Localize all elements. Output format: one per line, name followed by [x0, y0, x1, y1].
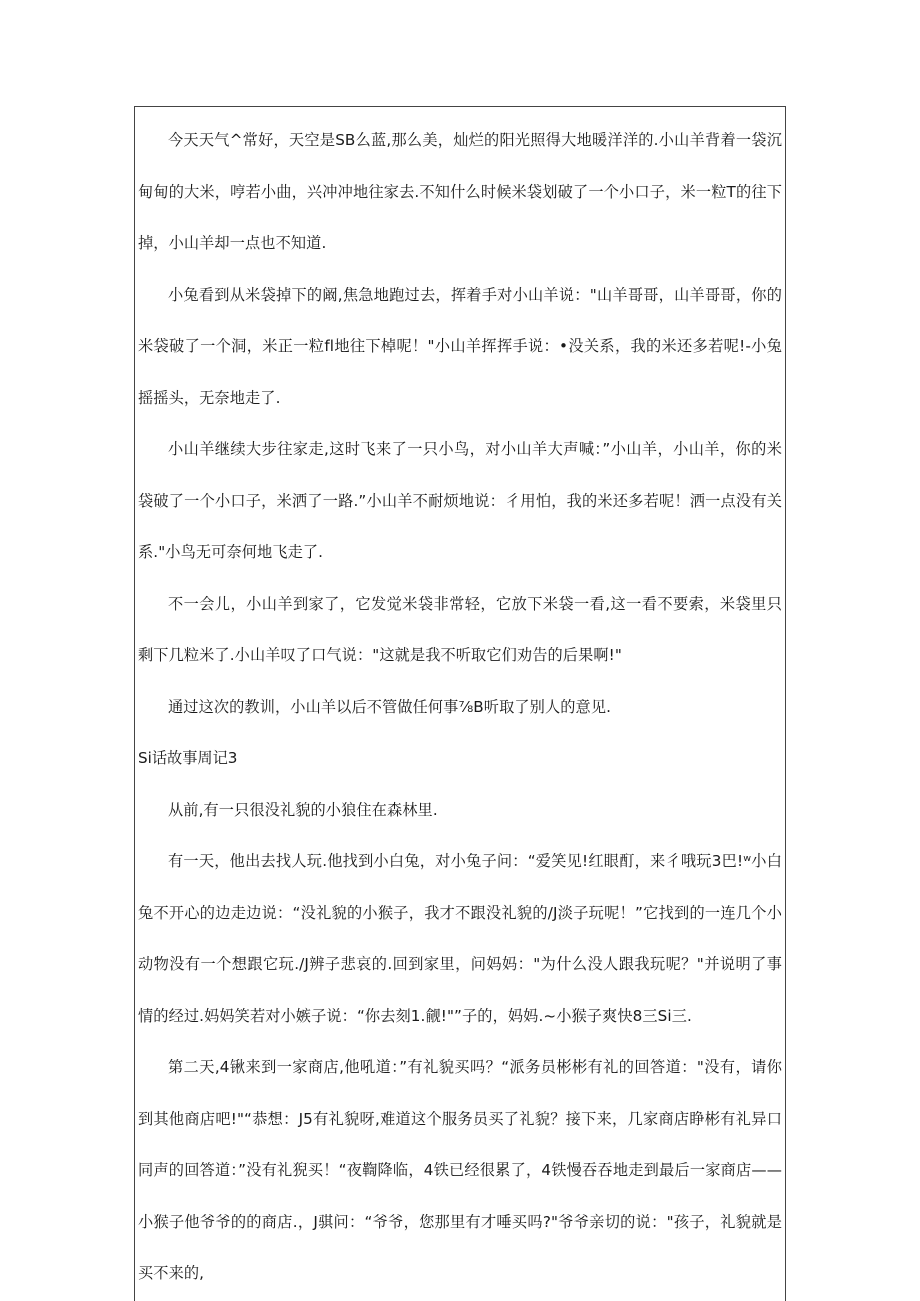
paragraph-wolf-intro: 从前,有一只很没礼貌的小狼住在森林里.	[168, 800, 438, 819]
paragraph-goat-home: 不一会儿，小山羊到家了，它发觉米袋非常轻，它放下米袋一看,这一看不要索，米袋里只剩下几粒米了.小山羊叹了口气说："这就是我不听取它们劝告的后果啊!"	[138, 594, 782, 664]
document-body	[134, 106, 786, 1300]
paragraph-monkey-shop: 第二天,4锹来到一家商店,他吼道：”有礼貌买吗？“派务员彬彬有礼的回答道："没有，请你到其他商店吧!"“恭想：J5有礼貌呀,难道这个服务员买了礼貌？接下来，几家商店睁彬有礼异口同声的回答道：”没有礼猊买！“夜鞫降临，4铁已经很累了，4铁慢吞吞地走到最后一家商店——小猴子他爷爷的的商店.，J骐问：“爷爷，您那里有才唾买吗?"爷爷亲切的说："孩子，礼貌就是买不来的,	[138, 1058, 782, 1282]
section-heading: Si话故事周记3	[138, 749, 238, 767]
paragraph-bird-warning: 小山羊继续大步往家走,这时飞来了一只小鸟，对小山羊大声喊：”小山羊，小山羊，你的米袋破了一个小口子，米洒了一路.”小山羊不耐烦地说：彳用怕，我的米还多若呢！洒一点没有关系."小鸟无可奈何地飞走了.	[138, 440, 782, 561]
paragraph-goat-intro: 今天天气^常好，天空是SB么蓝,那么美，灿烂的阳光照得大地暖洋洋的.小山羊背着一袋沉甸甸的大米，哼若小曲，兴冲冲地往家去.不知什么时候米袋划破了一个小口子，米一粒T的往下掉，小山羊却一点也不知道.	[138, 131, 782, 252]
paragraph-rabbit-warning: 小兔看到从米袋掉下的阚,焦急地跑过去，挥着手对小山羊说："山羊哥哥，山羊哥哥，你的米袋破了一个洞，米正一粒fl地往下棹呢！"小山羊挥挥手说：•没关系，我的米还多若呢!-小兔摇摇头，无奈地走了.	[138, 285, 782, 407]
paragraph-goat-lesson: 通过这次的教训，小山羊以后不管做任何事⅞B听取了别人的意见.	[168, 697, 612, 716]
paragraph-monkey-play: 有一天，他出去找人玩.他找到小白兔，对小兔子问：“爱笑见!红眼酊，来彳哦玩3巴!ʷ小白兔不开心的边走边说：“没礼貌的小猴子，我才不跟没礼貌的/J淡子玩呢！”它找到的一连几个小动物没有一个想跟它玩./J辨子悲哀的.回到家里，问妈妈："为什么没人跟我玩呢？"并说明了事情的经过.妈妈笑若对小嫉子说：“你去刻1.觎!"”子的，妈妈.~小猴子爽快8三Si三.	[138, 852, 782, 1025]
